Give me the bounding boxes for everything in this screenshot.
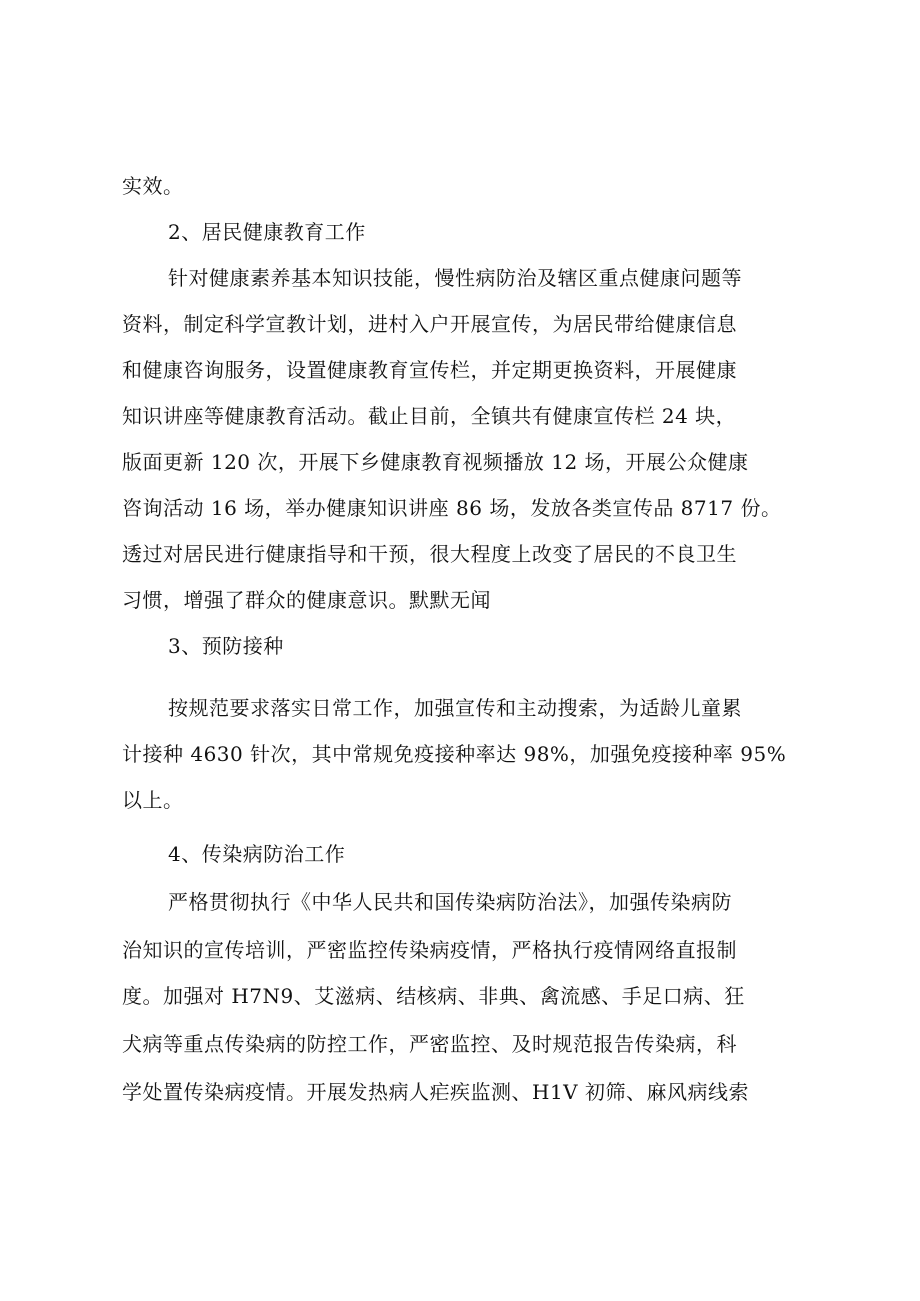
paragraph-line: 严格贯彻执行《中华人民共和国传染病防治法》，加强传染病防 (168, 890, 732, 914)
paragraph-line: 学处置传染病疫情。开展发热病人疟疾监测、H1V 初筛、麻风病线索 (122, 1080, 749, 1104)
section-heading: 4、传染病防治工作 (168, 842, 346, 866)
paragraph-line: 针对健康素养基本知识技能，慢性病防治及辖区重点健康问题等 (168, 266, 742, 290)
paragraph-line: 犬病等重点传染病的防控工作，严密监控、及时规范报告传染病，科 (122, 1032, 737, 1056)
paragraph-line: 以上。 (122, 788, 184, 812)
paragraph-line: 治知识的宣传培训，严密监控传染病疫情，严格执行疫情网络直报制 (122, 938, 737, 962)
paragraph-line: 咨询活动 16 场，举办健康知识讲座 86 场，发放各类宣传品 8717 份。 (122, 496, 782, 520)
section-heading: 3、预防接种 (168, 634, 284, 658)
paragraph-line: 度。加强对 H7N9、艾滋病、结核病、非典、禽流感、手足口病、狂 (122, 984, 745, 1008)
section-heading: 2、居民健康教育工作 (168, 220, 366, 244)
paragraph-line: 习惯，增强了群众的健康意识。默默无闻 (122, 588, 491, 612)
paragraph-line: 透过对居民进行健康指导和干预，很大程度上改变了居民的不良卫生 (122, 542, 737, 566)
paragraph-line: 和健康咨询服务，设置健康教育宣传栏，并定期更换资料，开展健康 (122, 358, 737, 382)
paragraph-line: 计接种 4630 针次，其中常规免疫接种率达 98%，加强免疫接种率 95% (122, 742, 787, 766)
paragraph-line: 资料，制定科学宣教计划，进村入户开展宣传，为居民带给健康信息 (122, 312, 737, 336)
paragraph-line: 实效。 (122, 174, 184, 198)
paragraph-line: 按规范要求落实日常工作，加强宣传和主动搜索，为适龄儿童累 (168, 696, 742, 720)
paragraph-line: 版面更新 120 次，开展下乡健康教育视频播放 12 场，开展公众健康 (122, 450, 749, 474)
paragraph-line: 知识讲座等健康教育活动。截止目前，全镇共有健康宣传栏 24 块， (122, 404, 737, 428)
